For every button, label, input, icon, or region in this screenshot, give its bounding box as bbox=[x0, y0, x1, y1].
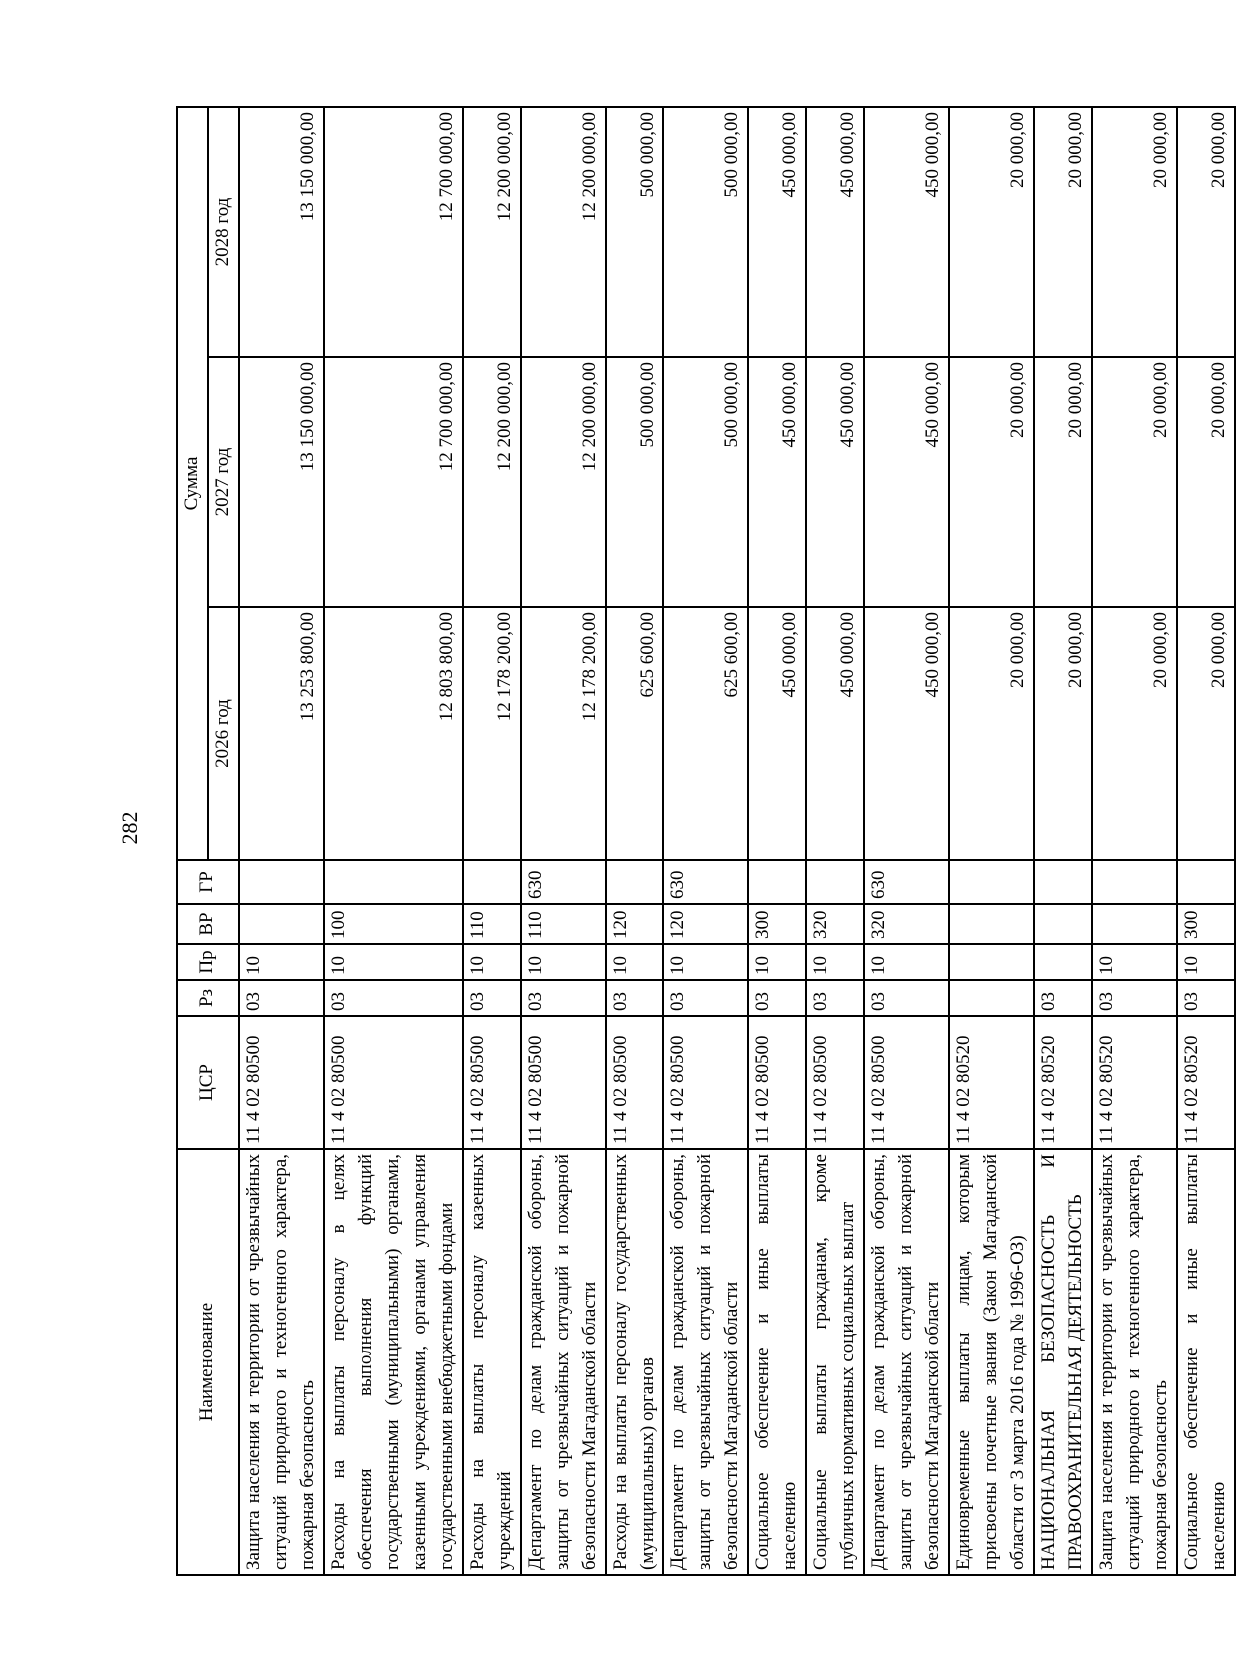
row-gr bbox=[239, 860, 324, 904]
row-amount-2028: 20 000,00 bbox=[1092, 107, 1177, 357]
row-pr: 10 bbox=[463, 944, 521, 980]
budget-table bbox=[176, 106, 1236, 1576]
row-amount-2027: 12 200 000,00 bbox=[463, 357, 521, 607]
row-rz: 03 bbox=[864, 980, 949, 1016]
row-csr: 11 4 02 80520 bbox=[1034, 1016, 1092, 1149]
table-row bbox=[1177, 107, 1235, 1575]
row-csr: 11 4 02 80500 bbox=[239, 1016, 324, 1149]
row-rz: 03 bbox=[663, 980, 748, 1016]
header-rz: Рз bbox=[177, 980, 239, 1016]
row-name: Социальное обеспечение и иные выплаты населению bbox=[1177, 1149, 1235, 1575]
row-name: Защита населения и территории от чрезвычайных ситуаций природного и техногенного характера, пожарная безопасность bbox=[1092, 1149, 1177, 1575]
row-name: Единовременные выплаты лицам, которым присвоены почетные звания (Закон Магаданской области от 3 марта 2016 года № 1996-ОЗ) bbox=[949, 1149, 1034, 1575]
budget-table-container bbox=[176, 108, 1229, 1576]
row-rz: 03 bbox=[1034, 980, 1092, 1016]
row-vr: 100 bbox=[324, 904, 463, 944]
row-gr bbox=[748, 860, 806, 904]
row-vr: 110 bbox=[463, 904, 521, 944]
row-rz: 03 bbox=[606, 980, 664, 1016]
row-amount-2026: 20 000,00 bbox=[1034, 607, 1092, 860]
header-sum: Сумма bbox=[177, 107, 208, 860]
row-amount-2026: 12 178 200,00 bbox=[521, 607, 606, 860]
row-csr: 11 4 02 80520 bbox=[1177, 1016, 1235, 1149]
row-amount-2028: 12 200 000,00 bbox=[521, 107, 606, 357]
row-vr: 120 bbox=[606, 904, 664, 944]
row-amount-2026: 12 803 800,00 bbox=[324, 607, 463, 860]
table-row bbox=[324, 107, 463, 1575]
table-row bbox=[806, 107, 864, 1575]
row-gr bbox=[1092, 860, 1177, 904]
row-rz: 03 bbox=[1092, 980, 1177, 1016]
header-pr: Пр bbox=[177, 944, 239, 980]
header-gr: ГР bbox=[177, 860, 239, 904]
row-amount-2027: 20 000,00 bbox=[1034, 357, 1092, 607]
row-name: Социальное обеспечение и иные выплаты населению bbox=[748, 1149, 806, 1575]
row-amount-2028: 500 000,00 bbox=[663, 107, 748, 357]
row-csr: 11 4 02 80520 bbox=[949, 1016, 1034, 1149]
row-gr bbox=[1177, 860, 1235, 904]
row-csr: 11 4 02 80500 bbox=[521, 1016, 606, 1149]
row-amount-2026: 450 000,00 bbox=[748, 607, 806, 860]
row-name: Департамент по делам гражданской обороны, защиты от чрезвычайных ситуаций и пожарной безопасности Магаданской области bbox=[663, 1149, 748, 1575]
row-amount-2028: 12 700 000,00 bbox=[324, 107, 463, 357]
row-vr bbox=[949, 904, 1034, 944]
row-amount-2027: 20 000,00 bbox=[1177, 357, 1235, 607]
table-row bbox=[521, 107, 606, 1575]
row-vr bbox=[1034, 904, 1092, 944]
row-rz: 03 bbox=[324, 980, 463, 1016]
table-row bbox=[463, 107, 521, 1575]
header-2026: 2026 год bbox=[208, 607, 239, 860]
row-vr: 300 bbox=[748, 904, 806, 944]
row-amount-2027: 450 000,00 bbox=[806, 357, 864, 607]
row-rz: 03 bbox=[748, 980, 806, 1016]
row-pr: 10 bbox=[1177, 944, 1235, 980]
row-pr: 10 bbox=[663, 944, 748, 980]
row-amount-2028: 500 000,00 bbox=[606, 107, 664, 357]
table-row bbox=[663, 107, 748, 1575]
row-amount-2026: 12 178 200,00 bbox=[463, 607, 521, 860]
row-amount-2028: 450 000,00 bbox=[806, 107, 864, 357]
row-pr: 10 bbox=[239, 944, 324, 980]
row-amount-2026: 625 600,00 bbox=[606, 607, 664, 860]
row-gr: 630 bbox=[521, 860, 606, 904]
row-rz: 03 bbox=[806, 980, 864, 1016]
row-amount-2026: 13 253 800,00 bbox=[239, 607, 324, 860]
row-name: Расходы на выплаты персоналу государственных (муниципальных) органов bbox=[606, 1149, 664, 1575]
row-amount-2027: 13 150 000,00 bbox=[239, 357, 324, 607]
row-name: Департамент по делам гражданской обороны, защиты от чрезвычайных ситуаций и пожарной безопасности Магаданской области bbox=[521, 1149, 606, 1575]
row-pr: 10 bbox=[606, 944, 664, 980]
row-amount-2028: 450 000,00 bbox=[748, 107, 806, 357]
table-row bbox=[606, 107, 664, 1575]
row-vr: 320 bbox=[806, 904, 864, 944]
row-amount-2027: 450 000,00 bbox=[864, 357, 949, 607]
page-number: 282 bbox=[117, 811, 142, 845]
row-vr: 110 bbox=[521, 904, 606, 944]
row-csr: 11 4 02 80500 bbox=[806, 1016, 864, 1149]
header-vr: ВР bbox=[177, 904, 239, 944]
row-csr: 11 4 02 80500 bbox=[606, 1016, 664, 1149]
row-gr bbox=[1034, 860, 1092, 904]
row-pr bbox=[1034, 944, 1092, 980]
row-amount-2027: 450 000,00 bbox=[748, 357, 806, 607]
row-rz bbox=[949, 980, 1034, 1016]
table-body bbox=[239, 107, 1235, 1575]
header-2028: 2028 год bbox=[208, 107, 239, 357]
row-vr bbox=[1092, 904, 1177, 944]
table-row bbox=[949, 107, 1034, 1575]
row-rz: 03 bbox=[521, 980, 606, 1016]
row-amount-2027: 12 700 000,00 bbox=[324, 357, 463, 607]
row-csr: 11 4 02 80500 bbox=[748, 1016, 806, 1149]
row-gr bbox=[463, 860, 521, 904]
row-vr: 300 bbox=[1177, 904, 1235, 944]
row-rz: 03 bbox=[1177, 980, 1235, 1016]
table-row bbox=[1034, 107, 1092, 1575]
table-row bbox=[748, 107, 806, 1575]
row-csr: 11 4 02 80520 bbox=[1092, 1016, 1177, 1149]
row-gr bbox=[806, 860, 864, 904]
row-amount-2027: 500 000,00 bbox=[606, 357, 664, 607]
row-amount-2026: 625 600,00 bbox=[663, 607, 748, 860]
row-name: НАЦИОНАЛЬНАЯ БЕЗОПАСНОСТЬ И ПРАВООХРАНИТЕЛЬНАЯ ДЕЯТЕЛЬНОСТЬ bbox=[1034, 1149, 1092, 1575]
row-vr bbox=[239, 904, 324, 944]
row-name: Защита населения и территории от чрезвычайных ситуаций природного и техногенного характера, пожарная безопасность bbox=[239, 1149, 324, 1575]
row-rz: 03 bbox=[239, 980, 324, 1016]
row-amount-2027: 20 000,00 bbox=[1092, 357, 1177, 607]
table-row bbox=[864, 107, 949, 1575]
row-csr: 11 4 02 80500 bbox=[324, 1016, 463, 1149]
row-gr bbox=[949, 860, 1034, 904]
row-amount-2028: 13 150 000,00 bbox=[239, 107, 324, 357]
row-pr: 10 bbox=[806, 944, 864, 980]
row-amount-2028: 20 000,00 bbox=[1177, 107, 1235, 357]
row-name: Департамент по делам гражданской обороны, защиты от чрезвычайных ситуаций и пожарной безопасности Магаданской области bbox=[864, 1149, 949, 1575]
table-header bbox=[177, 107, 239, 1575]
row-amount-2026: 450 000,00 bbox=[806, 607, 864, 860]
row-gr: 630 bbox=[663, 860, 748, 904]
row-amount-2028: 12 200 000,00 bbox=[463, 107, 521, 357]
row-pr: 10 bbox=[864, 944, 949, 980]
row-gr bbox=[324, 860, 463, 904]
row-amount-2028: 20 000,00 bbox=[949, 107, 1034, 357]
header-csr: ЦСР bbox=[177, 1016, 239, 1149]
row-rz: 03 bbox=[463, 980, 521, 1016]
row-amount-2026: 20 000,00 bbox=[949, 607, 1034, 860]
row-csr: 11 4 02 80500 bbox=[663, 1016, 748, 1149]
row-name: Расходы на выплаты персоналу казенных учреждений bbox=[463, 1149, 521, 1575]
row-name: Расходы на выплаты персоналу в целях обеспечения выполнения функций государственными (муниципальными) органами, казенными учреждениями, органами управления государственными внебюджетными фондами bbox=[324, 1149, 463, 1575]
row-amount-2026: 20 000,00 bbox=[1092, 607, 1177, 860]
row-pr: 10 bbox=[1092, 944, 1177, 980]
header-name: Наименование bbox=[177, 1149, 239, 1575]
row-amount-2027: 20 000,00 bbox=[949, 357, 1034, 607]
row-amount-2028: 20 000,00 bbox=[1034, 107, 1092, 357]
table-row bbox=[1092, 107, 1177, 1575]
row-amount-2027: 500 000,00 bbox=[663, 357, 748, 607]
row-pr: 10 bbox=[324, 944, 463, 980]
table-row bbox=[239, 107, 324, 1575]
row-gr: 630 bbox=[864, 860, 949, 904]
row-amount-2026: 20 000,00 bbox=[1177, 607, 1235, 860]
row-vr: 120 bbox=[663, 904, 748, 944]
row-csr: 11 4 02 80500 bbox=[864, 1016, 949, 1149]
row-pr: 10 bbox=[521, 944, 606, 980]
row-pr bbox=[949, 944, 1034, 980]
header-2027: 2027 год bbox=[208, 357, 239, 607]
row-csr: 11 4 02 80500 bbox=[463, 1016, 521, 1149]
row-pr: 10 bbox=[748, 944, 806, 980]
row-name: Социальные выплаты гражданам, кроме публичных нормативных социальных выплат bbox=[806, 1149, 864, 1575]
row-gr bbox=[606, 860, 664, 904]
row-vr: 320 bbox=[864, 904, 949, 944]
row-amount-2027: 12 200 000,00 bbox=[521, 357, 606, 607]
row-amount-2028: 450 000,00 bbox=[864, 107, 949, 357]
row-amount-2026: 450 000,00 bbox=[864, 607, 949, 860]
